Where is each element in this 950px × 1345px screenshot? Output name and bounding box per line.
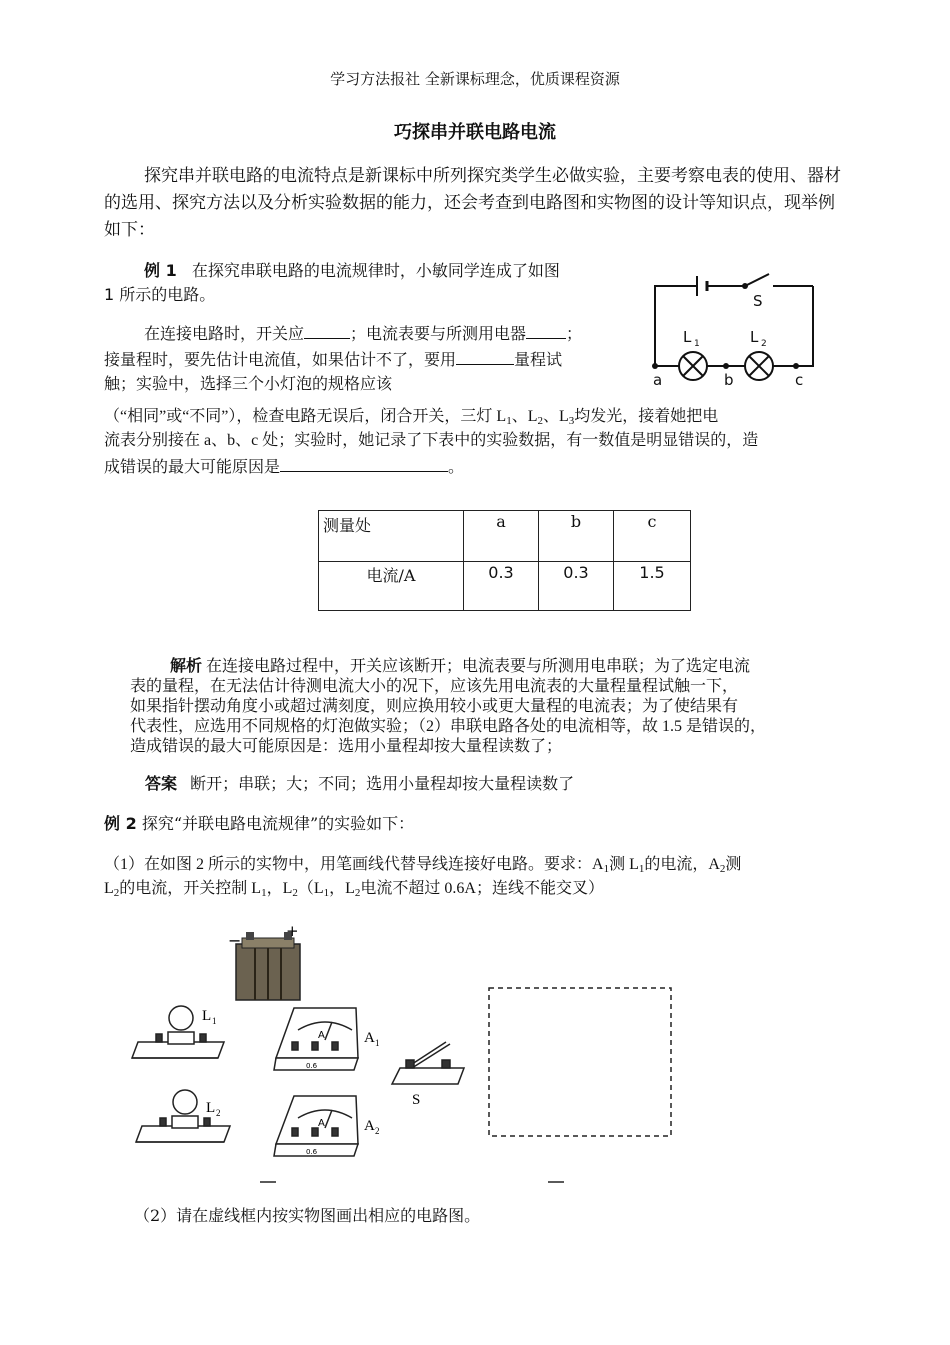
ammeter2-scale: 0.6 bbox=[306, 1148, 318, 1156]
page-title: 巧探串并联电路电流 bbox=[394, 122, 556, 143]
lamp2-label-sub: 2 bbox=[216, 1108, 221, 1118]
subscript: 2 bbox=[537, 415, 543, 427]
example2-statement bbox=[104, 812, 414, 836]
example2-question2: （2）请在虚线框内按实物图画出相应的电路图。 bbox=[134, 1206, 481, 1225]
example1-statement bbox=[104, 259, 644, 307]
subscript: 2 bbox=[354, 887, 361, 899]
answer-blank[interactable] bbox=[280, 453, 448, 472]
subscript: 1 bbox=[261, 887, 267, 899]
lamp1-label: L bbox=[202, 1008, 212, 1024]
point-c-dot bbox=[793, 363, 799, 369]
question-text: L bbox=[104, 880, 114, 897]
point-c-label: c bbox=[795, 371, 804, 389]
question-text: ； bbox=[566, 324, 583, 343]
example1-line1: 在探究串联电路的电流规律时，小敏同学连成了如图 bbox=[191, 261, 560, 280]
battery-minus-label: − bbox=[228, 931, 242, 950]
question-text: ，L bbox=[266, 880, 293, 897]
table-cell: 1.5 bbox=[614, 562, 691, 611]
ammeter2-label-sub: 2 bbox=[375, 1126, 380, 1136]
table-cell: 0.3 bbox=[464, 562, 539, 611]
table-header-cell: 测量处 bbox=[319, 511, 464, 562]
subscript: 2 bbox=[113, 887, 120, 899]
ammeter2-label: A bbox=[364, 1118, 375, 1134]
ammeter1-scale: 0.6 bbox=[306, 1062, 318, 1070]
switch-pivot bbox=[742, 283, 748, 289]
point-a-label: a bbox=[653, 371, 663, 389]
circuit-drawing-frame[interactable] bbox=[489, 988, 671, 1136]
example1-label: 例 1 bbox=[144, 261, 177, 280]
answer-blank[interactable] bbox=[304, 320, 350, 339]
analysis-line: 造成错误的最大可能原因是：选用小量程却按大量程读数了； bbox=[130, 738, 563, 755]
point-b-dot bbox=[723, 363, 729, 369]
ammeter2-image bbox=[274, 1096, 358, 1156]
subscript: 1 bbox=[506, 415, 512, 427]
point-b-label: b bbox=[724, 371, 734, 389]
figure2-components bbox=[120, 918, 680, 1190]
answer-block bbox=[145, 772, 574, 796]
question-text: 触；实验中，选择三个小灯泡的规格应该 bbox=[104, 374, 393, 393]
ammeter1-dial-letter: A bbox=[318, 1030, 325, 1041]
table-row-label: 电流/A bbox=[319, 562, 464, 611]
subscript: 1 bbox=[323, 887, 330, 899]
wire bbox=[773, 286, 813, 366]
lamp1-label-sub: 1 bbox=[694, 339, 700, 349]
subscript: 1 bbox=[603, 863, 610, 875]
subscript: 2 bbox=[292, 887, 298, 899]
switch-lever bbox=[745, 274, 769, 286]
answer-label: 答案 bbox=[145, 774, 178, 793]
question-text: （1）在如图 2 所示的实物中，用笔画线代替导线连接好电路。要求：A bbox=[104, 856, 604, 873]
question-text: 流表分别接在 a、b、c 处；实验时，她记录了下表中的实验数据，有一数值是明显错误的，造 bbox=[104, 432, 759, 449]
question-text: 均发光，接着她把电 bbox=[574, 408, 719, 425]
table-row bbox=[319, 562, 691, 611]
lamp1-label: L bbox=[683, 328, 692, 346]
question-text: 测 bbox=[725, 856, 742, 873]
battery-plus-label: + bbox=[286, 922, 299, 940]
question-text: 电流不超过 0.6A；连线不能交叉） bbox=[360, 880, 604, 897]
switch-label: S bbox=[753, 292, 763, 310]
figure1-circuit bbox=[645, 270, 825, 395]
example1-line2: 1 所示的电路。 bbox=[104, 285, 216, 304]
question-text: 的电流，A bbox=[644, 856, 720, 873]
ammeter1-label: A bbox=[364, 1030, 375, 1046]
intro-paragraph: 探究串并联电路的电流特点是新课标中所列探究类学生必做实验，主要考察电表的使用、器材的选用、探究方法以及分析实验数据的能力，还会考查到电路图和实物图的设计等知识点，现举例如下： bbox=[104, 166, 841, 240]
table-cell: 0.3 bbox=[539, 562, 614, 611]
subscript: 1 bbox=[638, 863, 645, 875]
example2-label: 例 2 bbox=[104, 814, 137, 833]
question-text: 测 L bbox=[609, 856, 639, 873]
measurement-table bbox=[318, 510, 691, 611]
subscript: 3 bbox=[568, 415, 575, 427]
table-header-row bbox=[319, 511, 691, 562]
analysis-label: 解析 bbox=[170, 656, 203, 675]
question-text: 在连接电路时，开关应 bbox=[144, 324, 305, 343]
answer-blank[interactable] bbox=[526, 320, 566, 339]
battery-image bbox=[236, 932, 300, 1000]
table-header-cell: a bbox=[464, 511, 539, 562]
switch-label: S bbox=[412, 1092, 421, 1108]
question-text: 成错误的最大可能原因是 bbox=[104, 459, 281, 476]
analysis-line: 如果指针摆动角度小或超过满刻度，则应换用较小或更大量程的电流表；为了使结果有 bbox=[130, 698, 739, 715]
example1-questions bbox=[104, 320, 644, 396]
question-text: ，L bbox=[329, 880, 355, 897]
ammeter1-label-sub: 1 bbox=[375, 1038, 380, 1048]
analysis-line: 代表性，应选用不同规格的灯泡做实验；（2）串联电路各处的电流相等，故 1.5 是错误的， bbox=[130, 718, 767, 735]
table-header-cell: c bbox=[614, 511, 691, 562]
question-text: （L bbox=[297, 880, 324, 897]
lamp2-label: L bbox=[750, 328, 759, 346]
question-text: 接量程时，要先估计电流值，如果估计不了，要用 bbox=[104, 350, 457, 369]
question-text: 、L bbox=[511, 408, 538, 425]
analysis-block bbox=[130, 656, 860, 757]
question-text: ；电流表要与所测用电器 bbox=[350, 324, 527, 343]
analysis-line: 在连接电路过程中，开关应该断开；电流表要与所测用电串联；为了选定电流 bbox=[206, 658, 751, 675]
question-text: 的电流，开关控制 L bbox=[119, 880, 262, 897]
lamp1-label-sub: 1 bbox=[212, 1016, 217, 1026]
switch-image bbox=[392, 1042, 464, 1084]
point-a-dot bbox=[652, 363, 658, 369]
lamp2-label-sub: 2 bbox=[761, 339, 767, 349]
example2-text: 探究“并联电路电流规律”的实验如下： bbox=[141, 814, 415, 833]
subscript: 2 bbox=[719, 863, 726, 875]
answer-blank[interactable] bbox=[456, 346, 514, 365]
question-text: （“相同”或“不同”），检查电路无误后，闭合开关，三灯 L bbox=[104, 408, 507, 425]
ammeter2-dial-letter: A bbox=[318, 1118, 325, 1129]
example2-question1 bbox=[104, 853, 864, 901]
question-text: 。 bbox=[448, 459, 465, 476]
ammeter1-image bbox=[274, 1008, 358, 1070]
example1-continuation bbox=[104, 405, 854, 480]
answer-text: 断开；串联；大；不同；选用小量程却按大量程读数了 bbox=[190, 774, 575, 793]
analysis-line: 表的量程，在无法估计待测电流大小的况下，应该先用电流表的大量程量程试触一下， bbox=[130, 678, 739, 695]
question-text: 、L bbox=[542, 408, 569, 425]
table-header-cell: b bbox=[539, 511, 614, 562]
lamp2-label: L bbox=[206, 1100, 216, 1116]
page-header: 学习方法报社 全新课标理念，优质课程资源 bbox=[330, 70, 620, 88]
question-text: 量程试 bbox=[514, 350, 563, 369]
